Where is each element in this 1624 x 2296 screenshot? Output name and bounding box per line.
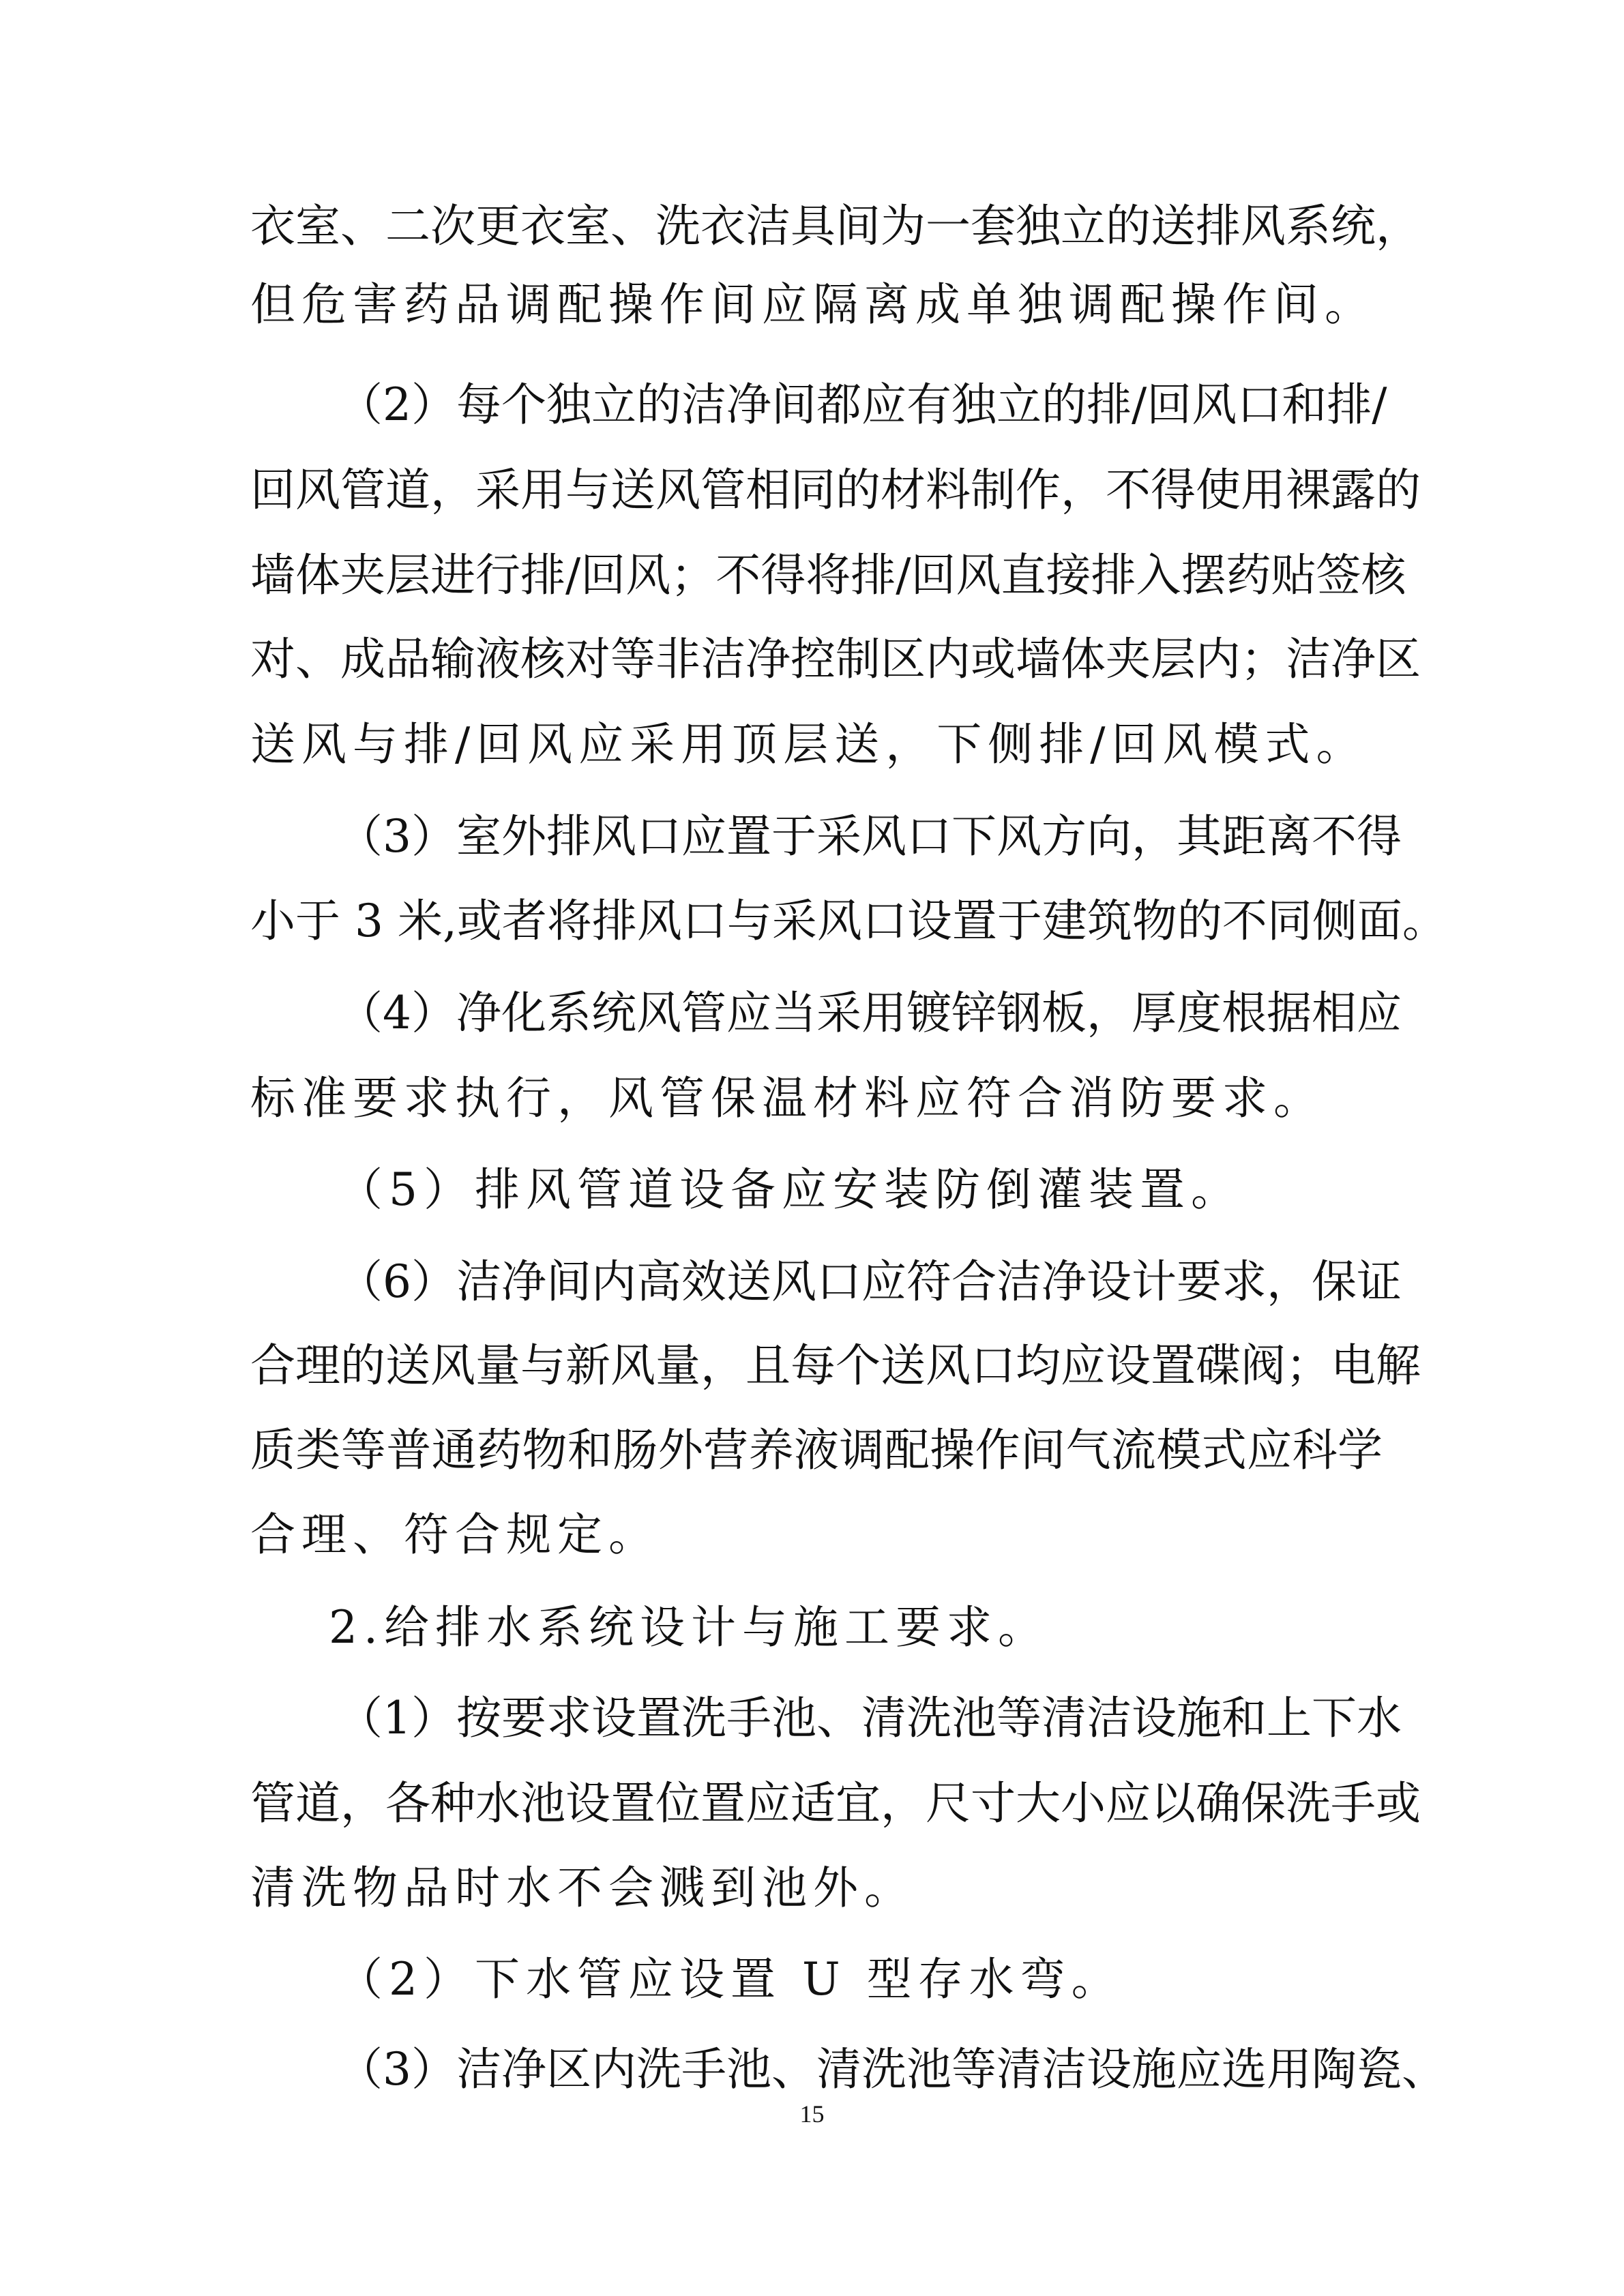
text-line: （2）每个独立的洁净间都应有独立的排/回风口和排/ — [338, 378, 1387, 431]
text-line: （5）排风管道设备应安装防倒灌装置。 — [338, 1163, 1242, 1216]
text-line: 送风与排/回风应采用顶层送，下侧排/回风模式。 — [250, 718, 1368, 771]
text-line: 管道，各种水池设置位置应适宜，尺寸大小应以确保洗手或 — [250, 1777, 1421, 1830]
text-line: 标准要求执行，风管保温材料应符合消防要求。 — [250, 1072, 1325, 1124]
page-number: 15 — [799, 2100, 825, 2128]
text-line: 对、成品输液核对等非洁净控制区内或墙体夹层内；洁净区 — [250, 633, 1421, 685]
text-line: 合理、符合规定。 — [250, 1508, 660, 1561]
text-line: 衣室、二次更衣室、洗衣洁具间为一套独立的送排风系统， — [250, 200, 1421, 252]
text-line: 小于 3 米,或者将排风口与采风口设置于建筑物的不同侧面。 — [250, 895, 1447, 947]
text-line: 墙体夹层进行排/回风；不得将排/回风直接排入摆药贴签核 — [250, 549, 1406, 601]
text-line: （4）净化系统风管应当采用镀锌钢板，厚度根据相应 — [338, 987, 1402, 1039]
text-line: （1）按要求设置洗手池、清洗池等清洁设施和上下水 — [338, 1692, 1402, 1744]
text-line: （6）洁净间内高效送风口应符合洁净设计要求，保证 — [338, 1255, 1402, 1308]
text-line: 合理的送风量与新风量，且每个送风口均应设置碟阀；电解 — [250, 1339, 1421, 1392]
text-line: （3）室外排风口应置于采风口下风方向，其距离不得 — [338, 810, 1402, 863]
text-line: 质类等普通药物和肠外营养液调配操作间气流模式应科学 — [250, 1424, 1383, 1476]
text-line: 回风管道，采用与送风管相同的材料制作，不得使用裸露的 — [250, 464, 1421, 516]
text-line: 清洗物品时水不会溅到池外。 — [250, 1862, 915, 1914]
text-line: 但危害药品调配操作间应隔离成单独调配操作间。 — [250, 278, 1376, 331]
text-line: （2）下水管应设置 U 型存水弯。 — [338, 1953, 1123, 2006]
text-line: 2.给排水系统设计与施工要求。 — [329, 1601, 1049, 1654]
text-line: （3）洁净区内洗手池、清洗池等清洁设施应选用陶瓷、 — [338, 2043, 1447, 2096]
